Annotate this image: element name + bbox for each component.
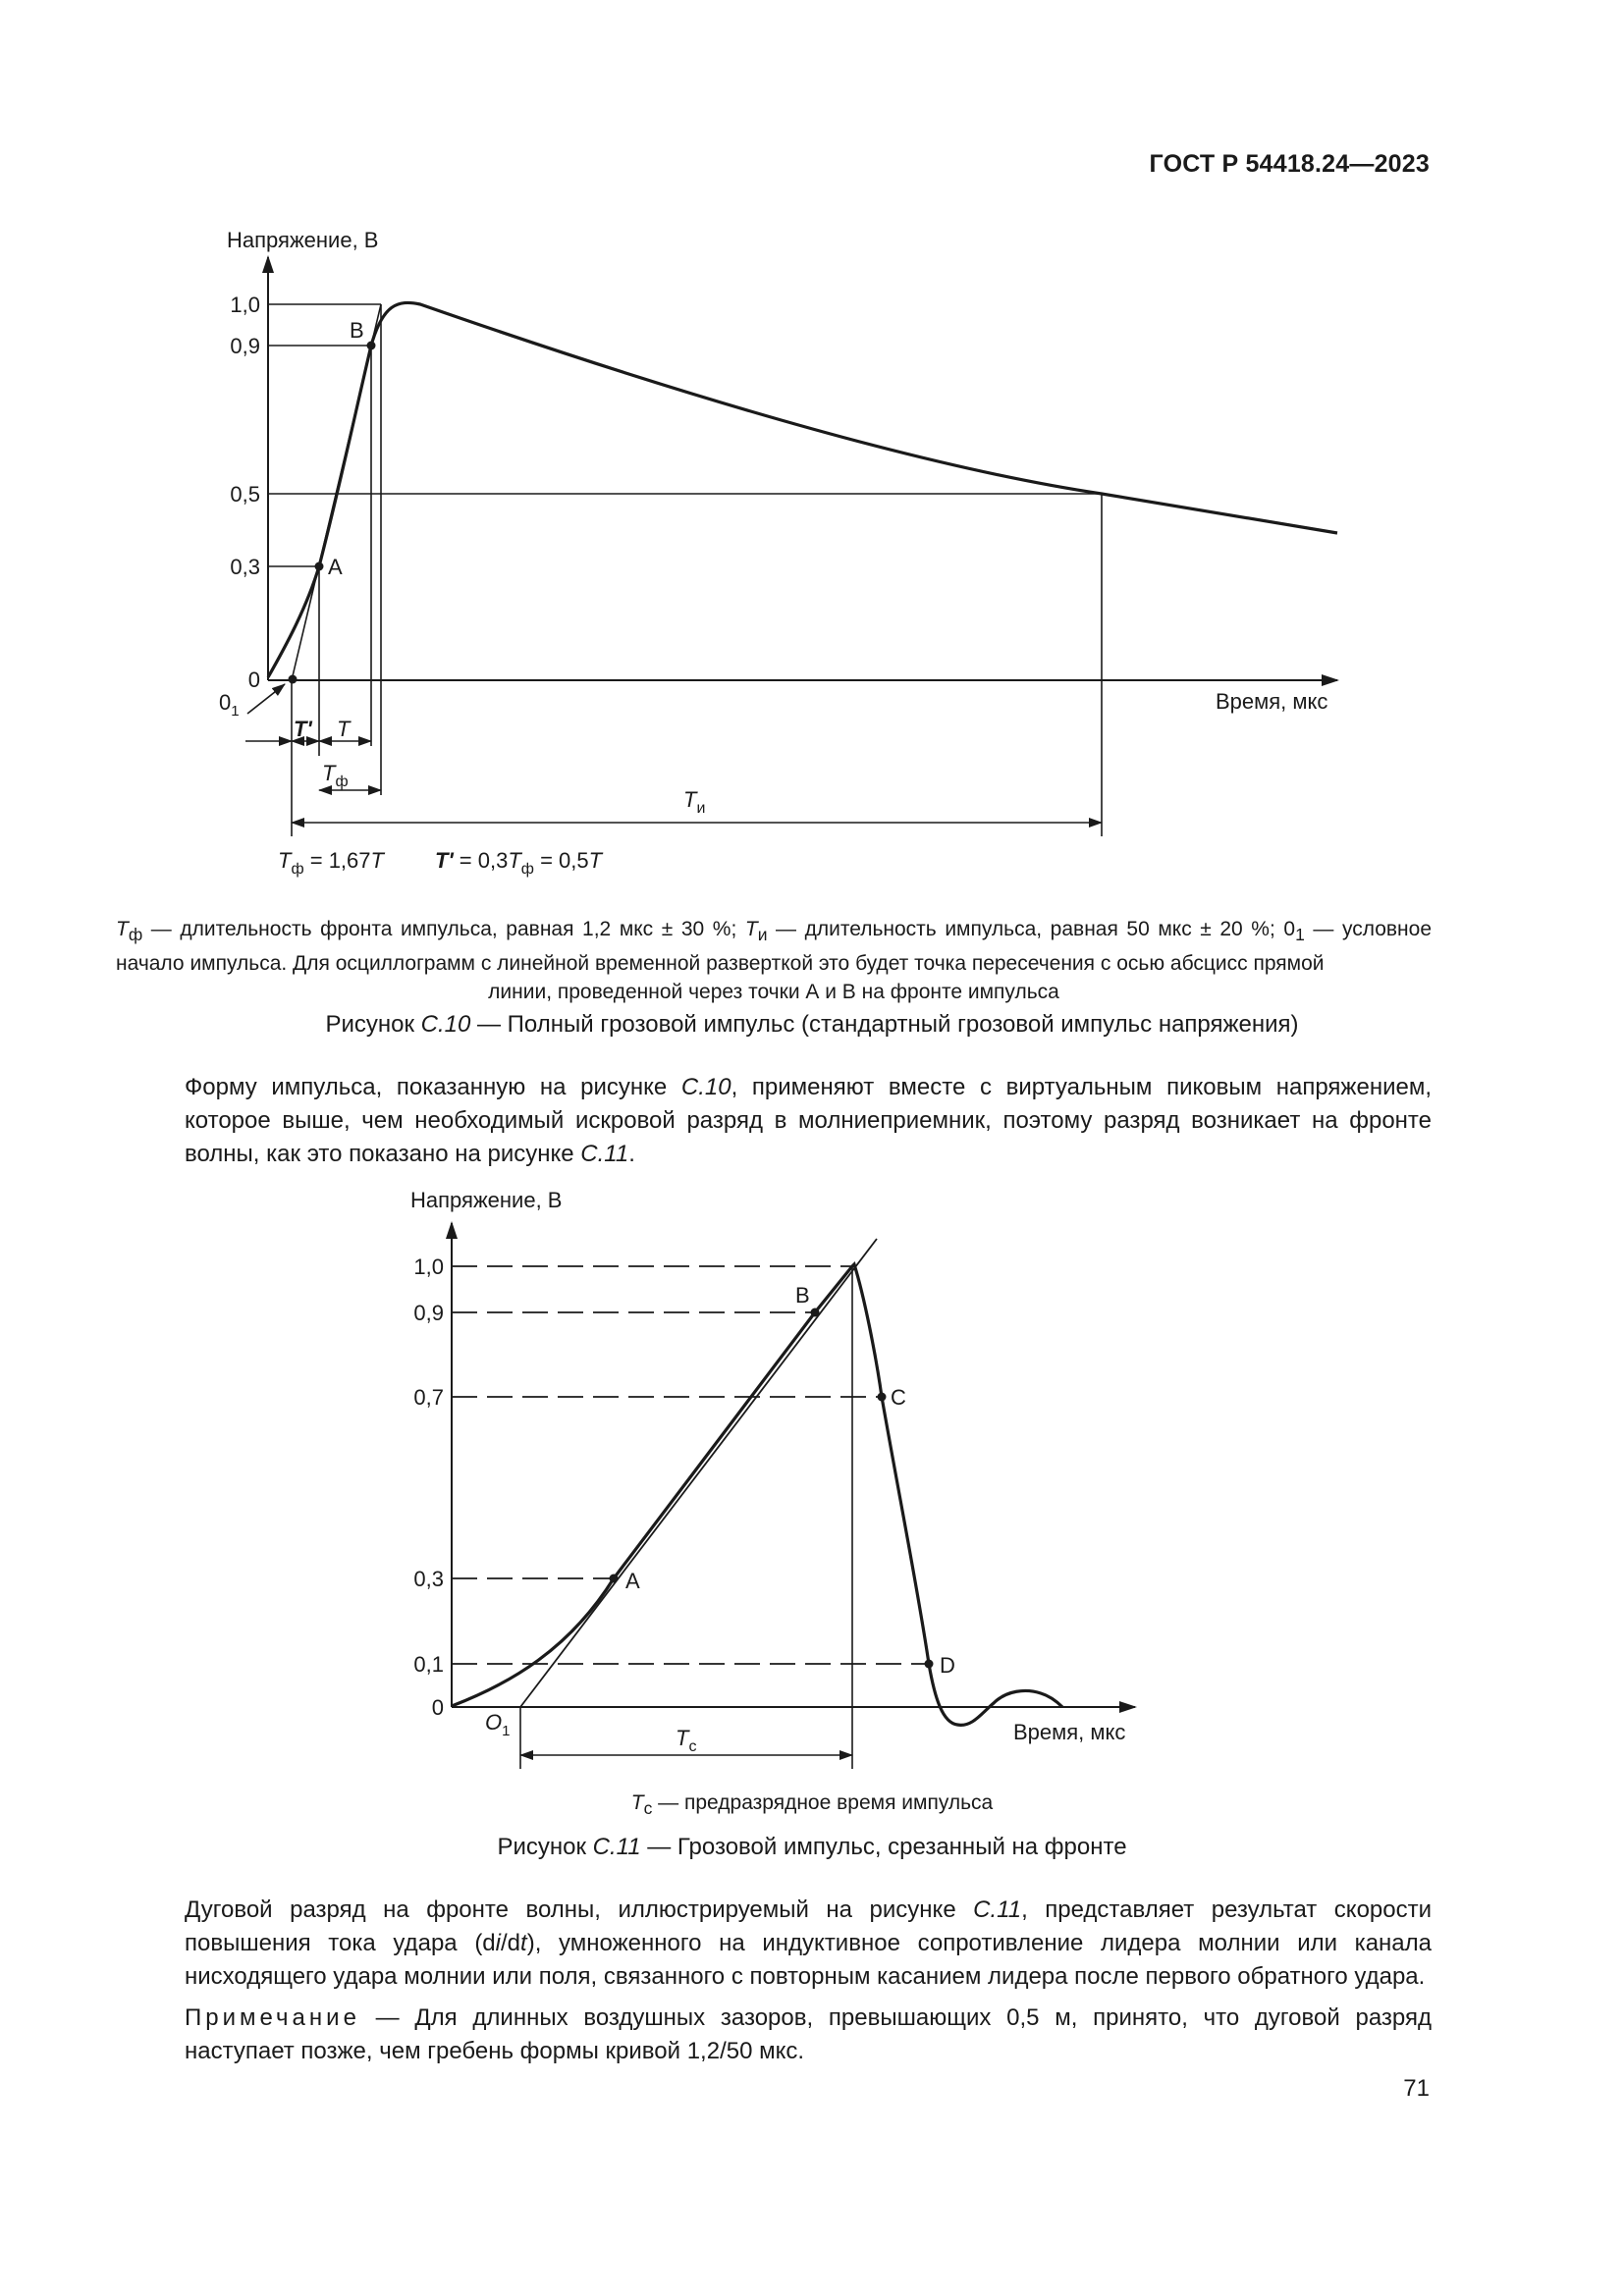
y-tick: 1,0 — [413, 1255, 444, 1279]
point-b — [367, 342, 376, 350]
point-a-label: A — [625, 1569, 640, 1593]
figure-c11 — [0, 1178, 1624, 1826]
paragraph-2: Дуговой разряд на фронте волны, иллюстрируемый на рисунке С.11, представляет результат скорости повышения тока удара (di/dt), умноженного на индуктивное сопротивление лидера молнии или канала нисходящего удара молнии или поля, связанного с повторным касанием лидера после первого обратного удара. — [185, 1896, 1433, 1990]
t-label: T — [337, 717, 351, 741]
origin-point — [289, 675, 298, 684]
point-c — [878, 1393, 887, 1402]
point-b-label: B — [350, 318, 364, 343]
point-b — [811, 1308, 820, 1317]
y-tick: 0,3 — [230, 555, 260, 579]
point-b-label: B — [795, 1283, 810, 1308]
formula-2: $T' = 0,3T_ф = 0,5T$ — [435, 848, 603, 878]
y-tick: 0,9 — [230, 334, 260, 358]
origin-label: $O_1$ — [485, 1710, 511, 1739]
page-number: 71 — [1403, 2075, 1430, 2102]
note-paragraph: Примечание — Для длинных воздушных зазоров, превышающих 0,5 м, принято, что дуговой разряд наступает позже, чем гребень формы кривой 1,2/50 мкс. — [185, 2004, 1432, 2064]
impulse-curve — [268, 302, 1337, 677]
y-tick: 0,9 — [413, 1301, 444, 1325]
point-a-label: A — [328, 555, 343, 579]
t-c-label: $T_c$ — [676, 1726, 697, 1755]
x-axis-title: Время, мкс — [1013, 1720, 1126, 1744]
origin-label: $0_1$ — [219, 690, 240, 720]
figure-c11-caption: Рисунок С.11 — Грозовой импульс, срезанный на фронте — [497, 1834, 1127, 1860]
t-i-label: $T_и$ — [683, 787, 706, 817]
t-f-label: $T_ф$ — [322, 761, 349, 790]
y-tick: 0,1 — [413, 1652, 444, 1677]
y-tick: 0,7 — [413, 1385, 444, 1410]
y-tick: 0,3 — [413, 1567, 444, 1591]
x-axis-title: Время, мкс — [1216, 689, 1328, 714]
paragraph-1: Форму импульса, показанную на рисунке С.10, применяют вместе с виртуальным пиковым напряжением, которое выше, чем необходимый искровой разряд в молниеприемник, поэтому разряд возникает на фронте волны, как это показано на рисунке С.11. — [185, 1074, 1432, 1167]
t-prime-label: T' — [294, 717, 312, 741]
figure-c10-caption: Рисунок С.10 — Полный грозовой импульс (стандартный грозовой импульс напряжения) — [325, 1011, 1299, 1038]
y-axis-title: Напряжение, В — [410, 1188, 563, 1212]
y-tick: 0 — [431, 1695, 444, 1720]
point-a — [610, 1575, 619, 1583]
point-c-label: C — [891, 1385, 906, 1410]
impulse-curve — [452, 1264, 1062, 1725]
formula-1: $T_ф = 1,67T$ — [278, 848, 384, 878]
front-line — [520, 1239, 877, 1707]
y-tick: 1,0 — [230, 293, 260, 317]
y-tick: 0 — [247, 667, 260, 692]
point-d-label: D — [940, 1653, 955, 1678]
point-a — [315, 562, 324, 571]
y-axis-title: Напряжение, В — [227, 228, 379, 252]
figure-c10-note: $T_ф$ — длительность фронта импульса, равная 1,2 мкс ± 30 %; $T_и$ — длительность импульса, равная 50 мкс ± 20 %; $0_1$ — условное начало импульса. Для осциллограмм с линейной временной разверткой это будет точка пересечения с осью абсцисс прямой линии, проведенной через точки А и В на фронте импульса — [116, 918, 1433, 1004]
figure-c10 — [0, 0, 1624, 903]
y-tick: 0,5 — [230, 482, 260, 507]
document-header: ГОСТ Р 54418.24—2023 — [1149, 150, 1430, 178]
point-d — [925, 1660, 934, 1669]
figure-c11-note: $T_c$ — предразрядное время импульса — [630, 1791, 994, 1819]
